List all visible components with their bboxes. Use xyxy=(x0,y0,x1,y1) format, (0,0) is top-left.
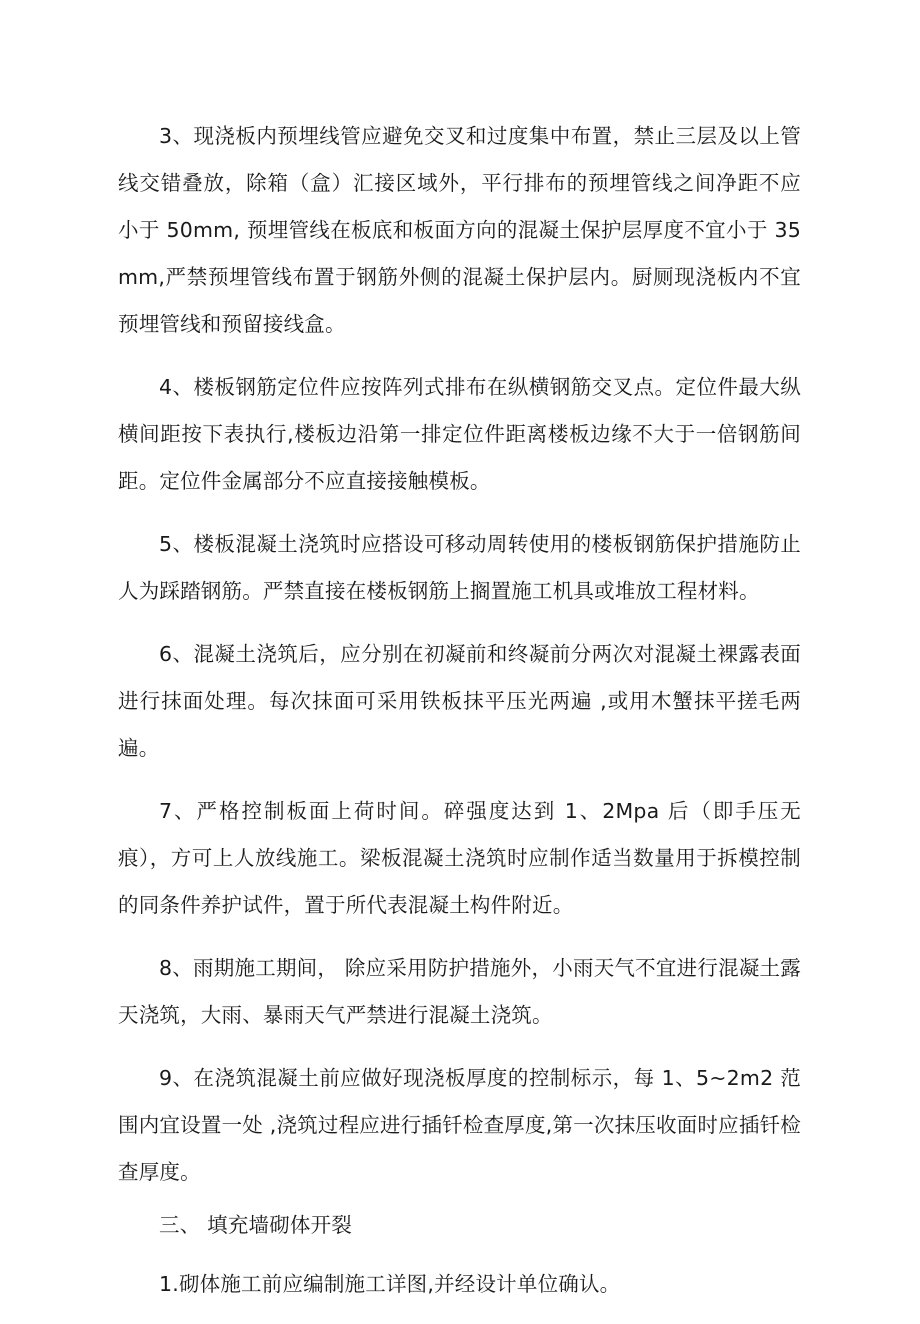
paragraph-item-4: 4、楼板钢筋定位件应按阵列式排布在纵横钢筋交叉点。定位件最大纵横间距按下表执行,楼板边沿第一排定位件距离楼板边缘不大于一倍钢筋间距。定位件金属部分不应直接接触模板。 xyxy=(118,375,801,493)
paragraph-item-6: 6、混凝土浇筑后，应分别在初凝前和终凝前分两次对混凝土裸露表面进行抹面处理。每次抹面可采用铁板抹平压光两遍 ,或用木蟹抹平搓毛两遍。 xyxy=(118,642,801,760)
paragraph-item-masonry-1: 1.砌体施工前应编制施工详图,并经设计单位确认。 xyxy=(159,1272,621,1296)
paragraph-item-9: 9、在浇筑混凝土前应做好现浇板厚度的控制标示，每 1、5~2m2 范围内宜设置一处 ,浇筑过程应进行插钎检查厚度,第一次抹压收面时应插钎检查厚度。 xyxy=(118,1066,801,1184)
section-heading: 三、 填充墙砌体开裂 xyxy=(159,1213,353,1237)
paragraph-item-3: 3、现浇板内预埋线管应避免交叉和过度集中布置，禁止三层及以上管线交错叠放，除箱（盒）汇接区域外，平行排布的预埋管线之间净距不应小于 50mm, 预埋管线在板底和板面方向的混凝土保护层厚度不宜小于 35mm,严禁预埋管线布置于钢筋外侧的混凝土保护层内。厨厕现浇板内不宜预埋管线和预留接线盒。 xyxy=(118,124,801,336)
paragraph-item-5: 5、楼板混凝土浇筑时应搭设可移动周转使用的楼板钢筋保护措施防止人为踩踏钢筋。严禁直接在楼板钢筋上搁置施工机具或堆放工程材料。 xyxy=(118,532,801,603)
document-body xyxy=(118,113,801,1324)
paragraph-item-8: 8、雨期施工期间， 除应采用防护措施外，小雨天气不宜进行混凝土露天浇筑，大雨、暴雨天气严禁进行混凝土浇筑。 xyxy=(118,956,801,1027)
paragraph-item-7: 7、严格控制板面上荷时间。碎强度达到 1、2Mpa 后（即手压无痕），方可上人放线施工。梁板混凝土浇筑时应制作适当数量用于拆模控制的同条件养护试件，置于所代表混凝土构件附近。 xyxy=(118,799,801,917)
